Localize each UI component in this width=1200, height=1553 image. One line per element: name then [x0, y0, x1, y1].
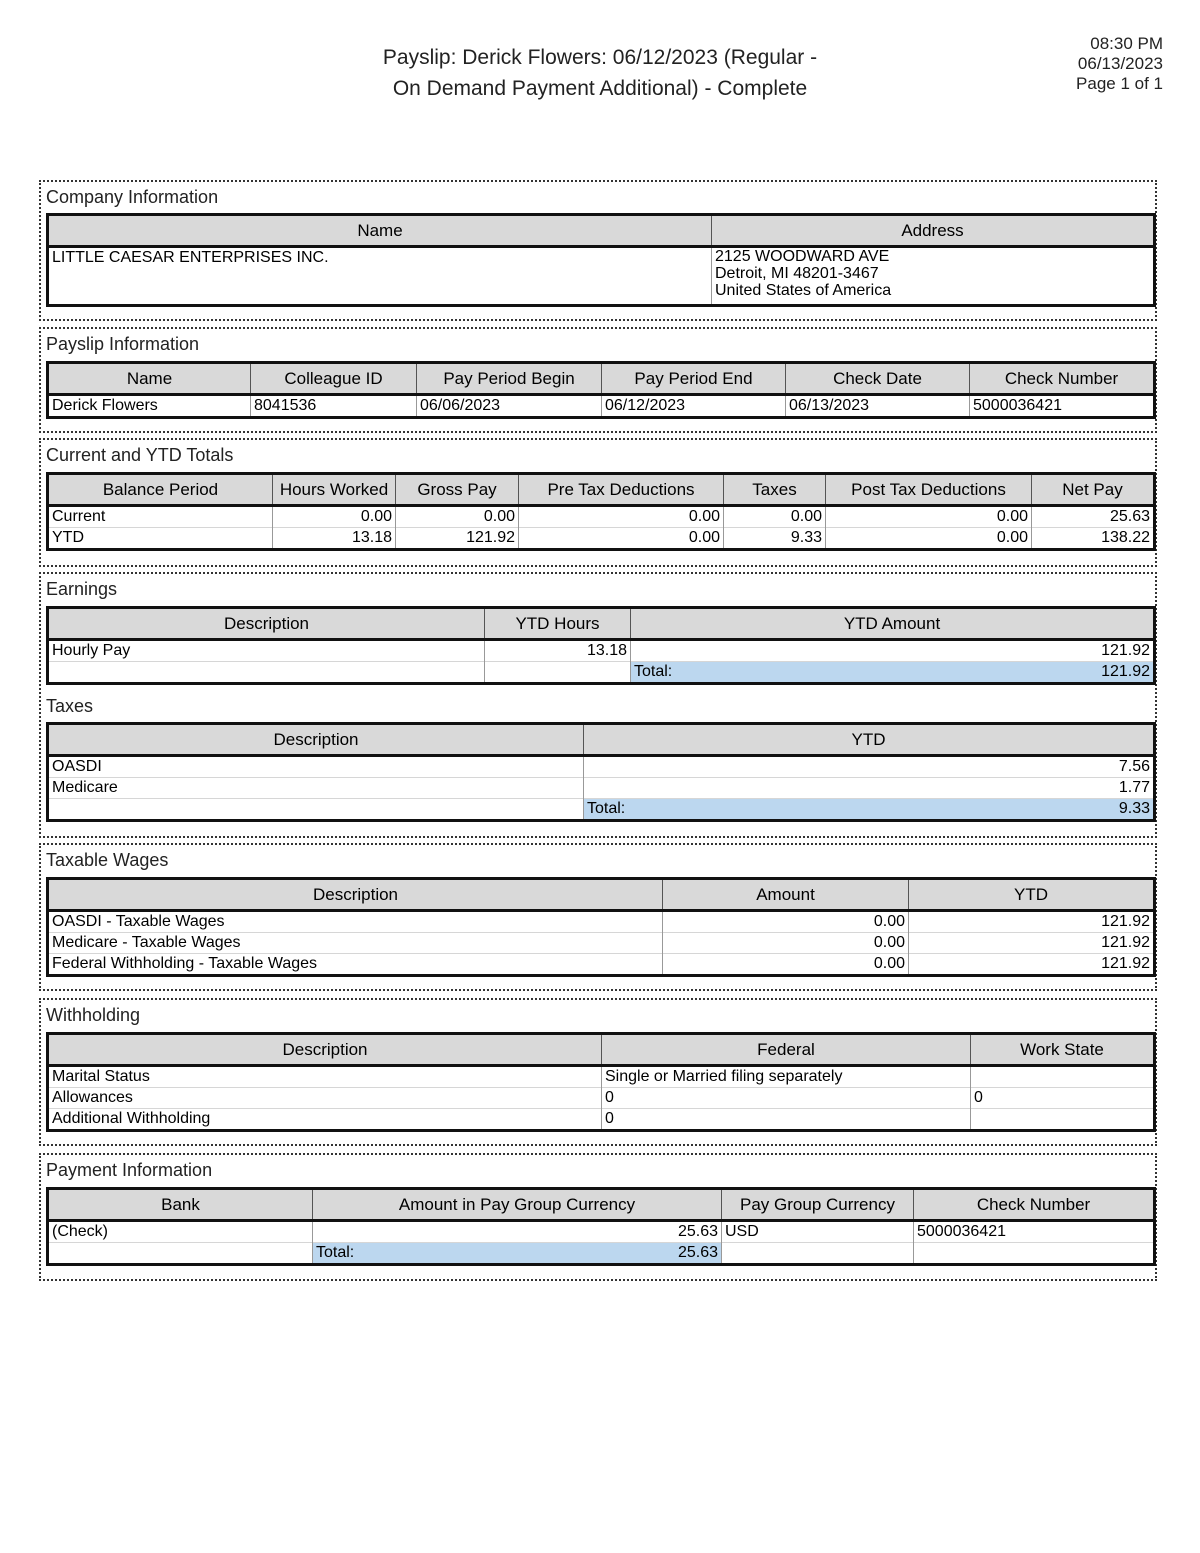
table-row — [48, 640, 1155, 662]
cell: 121.92 — [909, 933, 1155, 954]
page-number: Page 1 of 1 — [1076, 74, 1163, 93]
table-row — [48, 954, 1155, 976]
table-row — [48, 778, 1155, 799]
col-header: Federal — [602, 1034, 971, 1066]
total-row — [48, 662, 1155, 684]
cell: 1.77 — [584, 778, 1155, 799]
cell — [971, 1109, 1155, 1131]
total-value: 121.92 — [1101, 663, 1150, 680]
cell: Hourly Pay — [52, 642, 131, 659]
earnings-taxes-section — [39, 572, 1157, 838]
section-title: Earnings — [46, 579, 118, 599]
cell: Current — [52, 508, 106, 525]
cell: Marital Status — [52, 1068, 150, 1085]
address-line: United States of America — [715, 282, 892, 299]
cell: 0.00 — [519, 506, 724, 528]
totals-table — [46, 472, 1156, 551]
col-header: Pay Period End — [602, 363, 786, 395]
col-header: Description — [48, 1034, 602, 1066]
address-line: 2125 WOODWARD AVE — [715, 248, 890, 265]
col-header: Pay Group Currency — [722, 1189, 914, 1221]
section-title: Withholding — [46, 1005, 141, 1025]
total-label: Total: — [316, 1244, 355, 1261]
col-header: YTD — [584, 724, 1155, 756]
payment-table — [46, 1187, 1156, 1266]
cell: 7.56 — [584, 756, 1155, 778]
cell: 0.00 — [273, 506, 396, 528]
cell: 0.00 — [396, 506, 519, 528]
cell: 9.33 — [724, 528, 826, 550]
company-name: LITTLE CAESAR ENTERPRISES INC. — [52, 249, 329, 266]
table-row — [48, 1109, 1155, 1131]
cell — [48, 799, 584, 821]
cell: Single or Married filing separately — [602, 1066, 971, 1088]
col-header: Check Number — [914, 1189, 1155, 1221]
cell: OASDI — [52, 758, 102, 775]
cell — [722, 1243, 914, 1265]
print-date: 06/13/2023 — [1077, 54, 1163, 73]
total-label: Total: — [634, 663, 673, 680]
employee-name: Derick Flowers — [52, 397, 158, 414]
cell: 13.18 — [273, 528, 396, 550]
cell: Additional Withholding — [48, 1109, 602, 1131]
payslip-table — [46, 361, 1156, 419]
col-header: YTD — [909, 879, 1155, 911]
col-header: Net Pay — [1032, 474, 1155, 506]
cell: 5000036421 — [914, 1221, 1155, 1243]
section-title: Company Information — [46, 187, 219, 207]
company-address — [712, 247, 1155, 306]
col-header: Post Tax Deductions — [826, 474, 1032, 506]
company-information-section — [39, 180, 1157, 321]
withholding-section — [39, 998, 1157, 1146]
total-label: Total: — [587, 800, 626, 817]
taxable-wages-table — [46, 877, 1156, 977]
cell: 0.00 — [663, 954, 909, 976]
pay-period-begin: 06/06/2023 — [417, 395, 602, 418]
cell: Allowances — [48, 1088, 602, 1109]
cell: 0.00 — [519, 528, 724, 550]
section-title: Payment Information — [46, 1160, 213, 1180]
payment-information-section — [39, 1153, 1157, 1281]
withholding-table — [46, 1032, 1156, 1132]
cell: 0 — [602, 1109, 971, 1131]
cell: USD — [722, 1221, 914, 1243]
col-header: Taxes — [724, 474, 826, 506]
current-ytd-totals-section — [39, 438, 1157, 567]
cell: 0.00 — [663, 933, 909, 954]
cell — [48, 1243, 313, 1265]
cell — [971, 1066, 1155, 1088]
col-header: Pay Period Begin — [417, 363, 602, 395]
cell: Medicare - Taxable Wages — [48, 933, 663, 954]
col-header: Bank — [48, 1189, 313, 1221]
col-header: Colleague ID — [251, 363, 417, 395]
col-header: Pre Tax Deductions — [519, 474, 724, 506]
col-header: Description — [48, 724, 584, 756]
section-title: Taxable Wages — [46, 850, 169, 870]
col-header: Amount — [663, 879, 909, 911]
cell: 138.22 — [1032, 528, 1155, 550]
table-row — [48, 756, 1155, 778]
cell: 0 — [602, 1088, 971, 1109]
col-header: Hours Worked — [273, 474, 396, 506]
colleague-id: 8041536 — [251, 395, 417, 418]
table-row — [48, 911, 1155, 933]
total-row — [48, 799, 1155, 821]
total-cell — [584, 799, 1155, 821]
cell: 121.92 — [909, 911, 1155, 933]
col-header: Gross Pay — [396, 474, 519, 506]
total-cell — [313, 1243, 722, 1265]
col-header: YTD Amount — [631, 608, 1155, 640]
cell: 25.63 — [1032, 506, 1155, 528]
cell: Medicare — [48, 778, 584, 799]
print-meta — [1076, 34, 1163, 94]
cell: 25.63 — [313, 1221, 722, 1243]
col-header: Amount in Pay Group Currency — [313, 1189, 722, 1221]
col-header: Description — [48, 608, 485, 640]
section-title: Current and YTD Totals — [46, 445, 234, 465]
taxable-wages-section — [39, 843, 1157, 991]
cell — [485, 662, 631, 684]
payslip-title — [300, 42, 900, 104]
table-row — [48, 933, 1155, 954]
table-row — [48, 1066, 1155, 1088]
print-time: 08:30 PM — [1090, 34, 1163, 53]
table-row — [48, 395, 1155, 418]
col-header: Check Date — [786, 363, 970, 395]
cell: 0.00 — [663, 911, 909, 933]
address-line: Detroit, MI 48201-3467 — [715, 265, 879, 282]
cell: 0.00 — [724, 506, 826, 528]
cell: 121.92 — [396, 528, 519, 550]
total-row — [48, 1243, 1155, 1265]
total-value: 25.63 — [677, 1244, 718, 1261]
section-title: Taxes — [46, 696, 94, 716]
table-row — [48, 528, 1155, 550]
cell — [914, 1243, 1155, 1265]
cell — [48, 662, 485, 684]
earnings-table — [46, 606, 1156, 685]
cell: Federal Withholding - Taxable Wages — [48, 954, 663, 976]
col-header: Check Number — [970, 363, 1155, 395]
table-row — [48, 1088, 1155, 1109]
title-line-2: On Demand Payment Additional) - Complete — [392, 77, 808, 100]
check-number: 5000036421 — [970, 395, 1155, 418]
section-title: Payslip Information — [46, 334, 200, 354]
check-date: 06/13/2023 — [786, 395, 970, 418]
cell: 0.00 — [826, 528, 1032, 550]
total-cell — [631, 662, 1155, 684]
cell: 0 — [971, 1088, 1155, 1109]
cell: 0.00 — [826, 506, 1032, 528]
cell: (Check) — [52, 1223, 109, 1240]
col-header: Description — [48, 879, 663, 911]
col-header: Address — [712, 215, 1155, 247]
cell: 13.18 — [485, 640, 631, 662]
cell: 121.92 — [631, 640, 1155, 662]
cell: OASDI - Taxable Wages — [52, 913, 225, 930]
col-header: Name — [48, 363, 251, 395]
col-header: Name — [48, 215, 712, 247]
payslip-information-section — [39, 327, 1157, 433]
table-row — [48, 506, 1155, 528]
company-table — [46, 213, 1156, 307]
cell: YTD — [48, 528, 273, 550]
cell: 121.92 — [909, 954, 1155, 976]
taxes-table — [46, 722, 1156, 822]
table-row — [48, 1221, 1155, 1243]
col-header: Balance Period — [48, 474, 273, 506]
title-line-1: Payslip: Derick Flowers: 06/12/2023 (Regular - — [382, 46, 818, 69]
total-value: 9.33 — [1118, 800, 1150, 817]
pay-period-end: 06/12/2023 — [602, 395, 786, 418]
col-header: Work State — [971, 1034, 1155, 1066]
col-header: YTD Hours — [485, 608, 631, 640]
